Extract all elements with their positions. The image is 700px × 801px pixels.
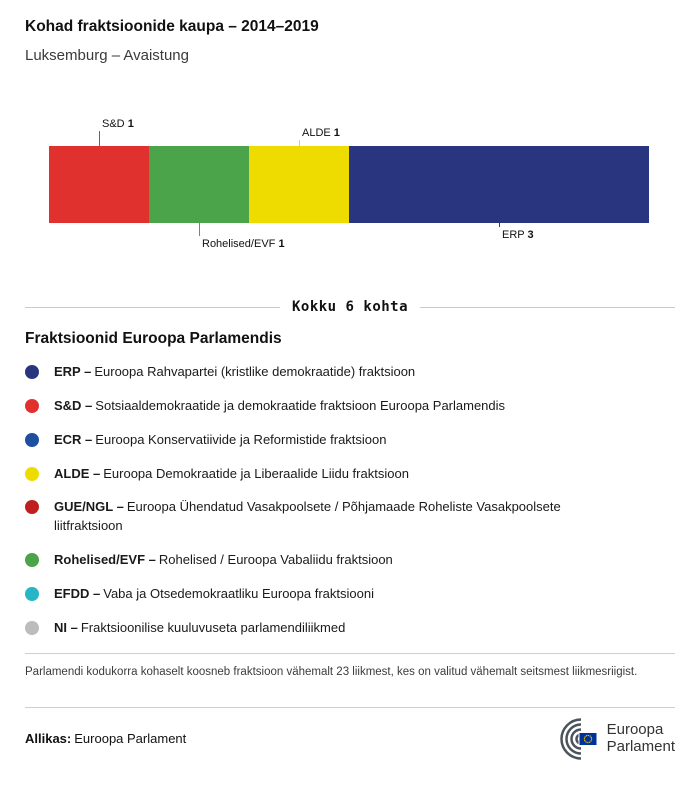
legend-heading: Fraktsioonid Euroopa Parlamendis (25, 330, 282, 347)
bar-segment-alde (249, 146, 349, 223)
legend-text (54, 363, 415, 382)
legend-abbr: ECR – (54, 431, 93, 447)
legend-item-guengl (25, 498, 675, 536)
sd-color-dot (25, 399, 39, 413)
legend-text (54, 585, 374, 604)
footer (25, 718, 675, 770)
callout-erp (499, 223, 534, 241)
logo-line2: Parlament (606, 737, 675, 755)
legend-abbr: GUE/NGL – (54, 499, 124, 515)
callout-leader-line (299, 140, 300, 146)
legend-desc: Rohelised / Euroopa Vabaliidu fraktsioon (158, 552, 393, 568)
legend-item-ecr (25, 431, 675, 450)
legend-abbr: S&D – (54, 397, 93, 413)
divider-line-left (25, 307, 280, 308)
bar-segment-s-d (49, 146, 149, 223)
page-subtitle: Luksemburg – Avaistung (25, 47, 189, 64)
rohelised-color-dot (25, 553, 39, 567)
legend-text (54, 619, 345, 638)
bar-segment-erp (349, 146, 649, 223)
legend-item-sd (25, 397, 675, 416)
legend (25, 363, 675, 638)
legend-text (54, 551, 393, 570)
alde-color-dot (25, 467, 39, 481)
legend-desc: Vaba ja Otsedemokraatliku Euroopa fraktsiooni (103, 585, 374, 601)
legend-item-rohelised (25, 551, 675, 570)
legend-abbr: EFDD – (54, 585, 101, 601)
legend-item-erp (25, 363, 675, 382)
hemicycle-icon (537, 718, 599, 760)
legend-text (54, 498, 619, 536)
ep-logo (537, 718, 675, 760)
legend-desc: Sotsiaaldemokraatide ja demokraatide fraktsioon Euroopa Parlamendis (95, 397, 506, 413)
callout-label: ERP 3 (502, 229, 534, 241)
ecr-color-dot (25, 433, 39, 447)
legend-desc: Euroopa Konservatiivide ja Reformistide fraktsioon (95, 431, 387, 447)
callout-leader-line (199, 223, 200, 236)
footnote-bottom-rule (25, 707, 675, 708)
total-seats-row (25, 299, 675, 315)
legend-item-ni (25, 619, 675, 638)
source-label: Allikas: (25, 731, 72, 747)
legend-desc: Euroopa Demokraatide ja Liberaalide Liidu fraktsioon (103, 465, 409, 481)
callout-alde (299, 127, 340, 146)
eu-flag-icon (579, 732, 597, 745)
legend-abbr: ERP – (54, 364, 92, 379)
erp-color-dot (25, 365, 39, 379)
legend-text (54, 397, 505, 416)
legend-desc: Fraktsioonilise kuuluvuseta parlamendiliikmed (80, 619, 346, 635)
legend-desc: Euroopa Rahvapartei (kristlike demokraatide) fraktsioon (94, 364, 416, 379)
legend-item-alde (25, 465, 675, 484)
source-text: Euroopa Parlament (74, 731, 187, 747)
divider-line-right (420, 307, 675, 308)
callout-label: ALDE 1 (302, 127, 340, 139)
callout-rohelised-evf (199, 223, 285, 250)
footnote: Parlamendi kodukorra kohaselt koosneb fraktsioon vähemalt 23 liikmest, kes on valitud vähemalt seitsmest liikmesriigist. (25, 665, 638, 678)
ni-color-dot (25, 621, 39, 635)
legend-abbr: Rohelised/EVF – (54, 552, 156, 568)
source (25, 731, 186, 746)
callout-s-d (99, 118, 134, 146)
legend-abbr: NI – (54, 619, 78, 635)
logo-line1: Euroopa (606, 721, 664, 739)
callout-label: S&D 1 (102, 118, 134, 130)
total-seats-label: Kokku 6 kohta (291, 299, 409, 315)
legend-desc: Euroopa Ühendatud Vasakpoolsete / Põhjamaade Roheliste Vasakpoolsete liitfraktsioon (54, 499, 561, 534)
callout-leader-line (99, 131, 100, 146)
logo-text (607, 722, 675, 756)
legend-text (54, 465, 409, 484)
efdd-color-dot (25, 587, 39, 601)
callout-label: Rohelised/EVF 1 (202, 238, 285, 250)
seat-distribution-chart (49, 118, 649, 253)
guengl-color-dot (25, 500, 39, 514)
bar-segment-rohelised-evf (149, 146, 249, 223)
page-title: Kohad fraktsioonide kaupa – 2014–2019 (25, 18, 319, 35)
legend-abbr: ALDE – (54, 465, 101, 481)
legend-text (54, 431, 387, 450)
legend-item-efdd (25, 585, 675, 604)
stacked-bar (49, 146, 649, 223)
